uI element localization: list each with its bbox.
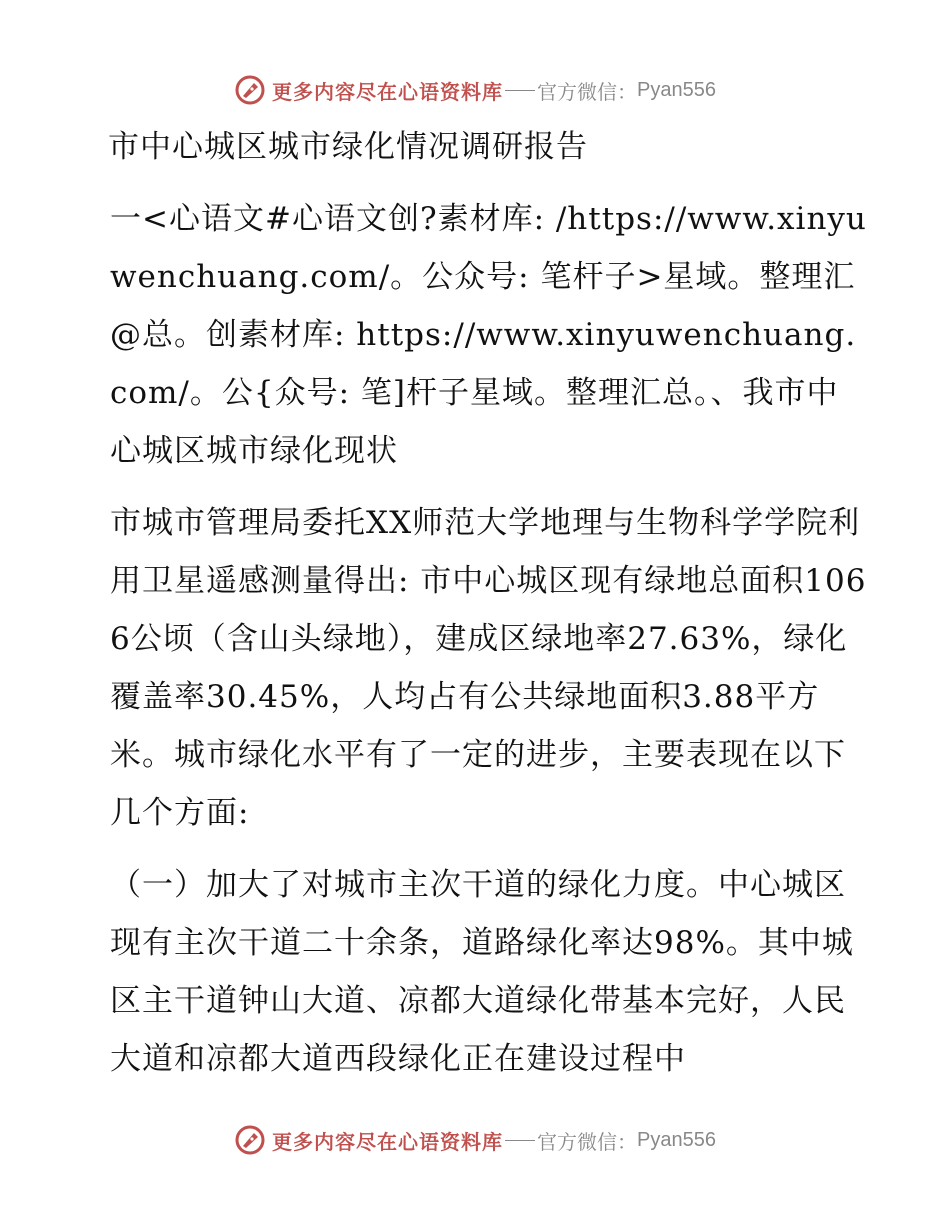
watermark-brand: 更多内容尽在心语资料库 <box>272 1129 504 1154</box>
watermark-divider <box>505 90 535 91</box>
pen-nib-circle-icon <box>234 74 266 106</box>
pen-nib-circle-icon <box>234 1124 266 1156</box>
watermark-wechat-label: 官方微信： <box>537 79 638 104</box>
watermark-divider <box>505 1140 535 1141</box>
document-body <box>98 118 868 1088</box>
paragraph-2: 市城市管理局委托XX师范大学地理与生物科学学院利用卫星遥感测量得出: 市中心城区现有绿地总面积1066公顷（含山头绿地），建成区绿地率27.63%，绿化覆盖率30.45%，人均占有公共绿地面积3.88平方米。城市绿化水平有了一定的进步，主要表现在以下几个方面: <box>110 505 867 831</box>
watermark-header <box>0 70 950 110</box>
document-title: 市中心城区城市绿化情况调研报告 <box>108 129 588 165</box>
watermark-wechat-label: 官方微信： <box>537 1129 638 1154</box>
paragraph-1: 一<心语文#心语文创?素材库: /https://www.xinyuwenchuang.com/。公众号: 笔杆子>星域。整理汇@总。创素材库: https://www.xinyuwenchuang.com/。公{众号: 笔]杆子星域。整理汇总。、我市中心城区城市绿化现状 <box>110 201 867 469</box>
watermark-account: Pyan556 <box>637 1128 716 1151</box>
paragraph-3: （一）加大了对城市主次干道的绿化力度。中心城区现有主次干道二十余条，道路绿化率达98%。其中城区主干道钟山大道、凉都大道绿化带基本完好，人民大道和凉都大道西段绿化正在建设过程中 <box>110 867 854 1077</box>
watermark-footer <box>0 1120 950 1160</box>
watermark-brand: 更多内容尽在心语资料库 <box>272 79 504 104</box>
watermark-account: Pyan556 <box>637 78 716 101</box>
